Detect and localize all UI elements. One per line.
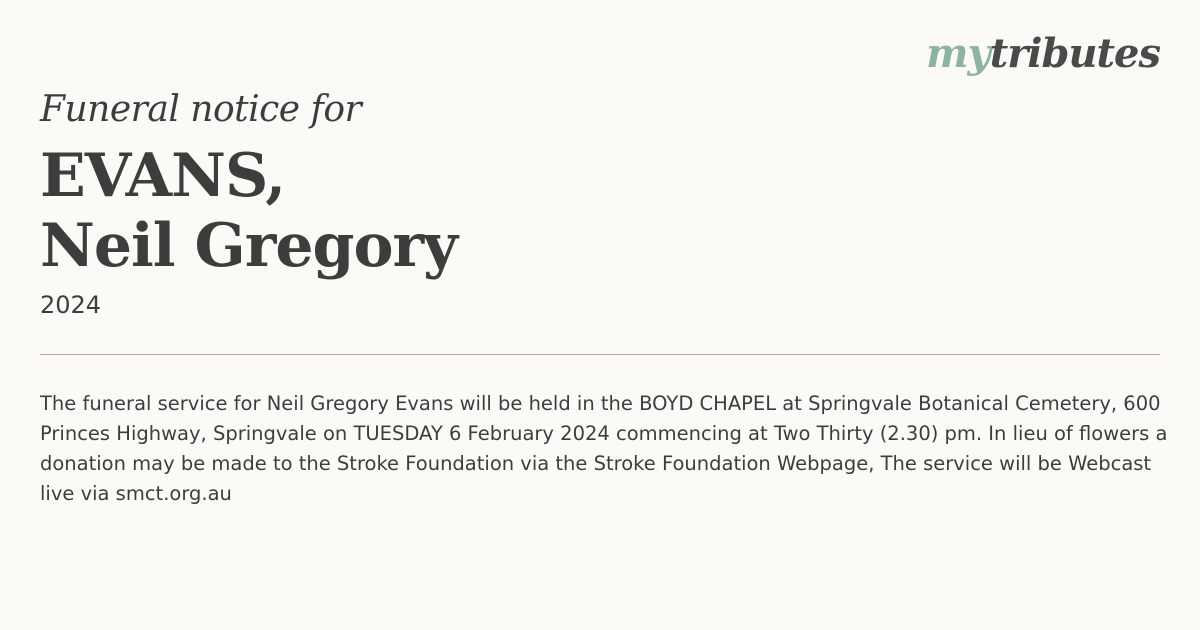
logo-suffix: tributes (989, 30, 1160, 77)
deceased-surname: EVANS, (40, 141, 286, 212)
deceased-given-names: Neil Gregory (40, 211, 457, 282)
notice-body: The funeral service for Neil Gregory Evans will be held in the BOYD CHAPEL at Springvale Botanical Cemetery, 600 Princes Highway, Springvale on TUESDAY 6 February 2024 commencing at Two Thirty (2.30) pm. In lieu of flowers a donation may be made to the Stroke Foundation via the Stroke Foundation Webpage, The service will be Webcast live via smct.org.au (40, 392, 1168, 505)
mytributes-logo (926, 30, 1160, 77)
notice-heading (40, 88, 940, 319)
divider (40, 354, 1160, 355)
notice-subtitle: Funeral notice for (40, 89, 362, 130)
notice-year: 2024 (40, 291, 102, 320)
logo-prefix: my (926, 30, 990, 77)
